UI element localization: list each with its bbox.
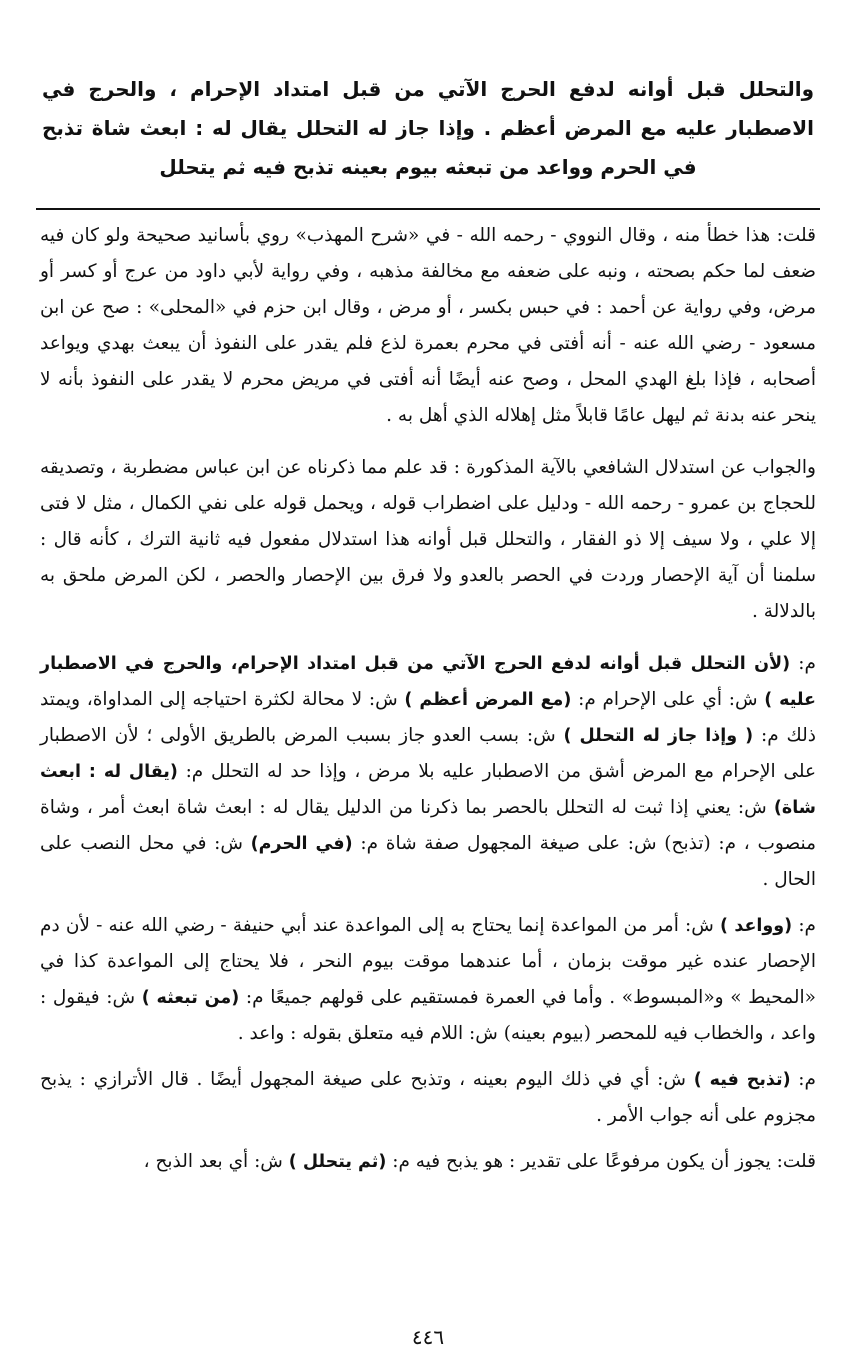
bold-quote: (لأن التحلل قبل أوانه لدفع الحرج الآتي من قبل امتداد الإحرام، والحرج في الاصطبار عليه ) — [40, 654, 816, 710]
bold-quote: (تذبح فيه ) — [693, 1070, 791, 1090]
bold-quote: (مع المرض أعظم ) — [404, 690, 572, 710]
commentary-paragraph-1: قلت: هذا خطأ منه ، وقال النووي - رحمه الله - في «شرح المهذب» روي بأسانيد صحيحة ولو كان فيه ضعف لما حكم بصحته ، ونبه على ضعفه مع مخالفة مذهبه ، وفي رواية لأبي داود من عرج أو كسر أو مرض، وفي رواية عن أحمد : في حبس بكسر ، أو مرض ، وقال ابن حزم في «المحلى» : صح عن ابن مسعود - رضي الله عنه - أنه أفتى في محرم بعمرة لذع فلم يقدر على النفوذ أن يبعث بهدي ويواعد أصحابه ، فإذا بلغ الهدي المحل ، وصح عنه أيضًا أنه أفتى في مريض محرم لا يقدر على النفوذ بأنه لا ينحر عنه بدنة ثم ليهل عامًا قابلاً مثل إهلاله الذي أهل به . — [40, 225, 816, 426]
text-run: ش: أي على الإحرام م: — [571, 689, 765, 710]
text-run: ش: لا محالة لكثرة احتياجه إلى المداواة، ويمتد ذلك م: — [40, 689, 816, 746]
commentary-paragraph-2: والجواب عن استدلال الشافعي بالآية المذكورة : قد علم مما ذكرناه عن ابن عباس مضطربة ، وتصديقه للحجاج بن عمرو - رحمه الله - ودليل على اضطراب قوله ، ويحمل قوله على نفي الكمال ، مثل لا فتى إلا علي ، ولا سيف إلا ذو الفقار ، والتحلل قبل أوانه هذا استدلال مفعول فيه ثانية الترك ، كأنه قال : سلمنا أن آية الإحصار وردت في الحصر بالعدو ولا فرق بين الإحصار والحصر ، لكن المرض ملحق به بالدلالة . — [40, 457, 816, 622]
separator-rule — [36, 208, 820, 210]
commentary-paragraph-5 — [36, 1062, 820, 1134]
bold-quote: (يقال له : ابعث شاة) — [40, 762, 816, 818]
bold-quote: (في الحرم) — [250, 834, 353, 854]
text-run: ش: أي في ذلك اليوم بعينه ، وتذبح على صيغة المجهول أيضًا . قال الأترازي : يذبح مجزوم على أنه جواب الأمر . — [40, 1069, 816, 1126]
main-text-matn: والتحلل قبل أوانه لدفع الحرج الآتي من قبل امتداد الإحرام ، والحرج في الاصطبار عليه مع المرض أعظم . وإذا جاز له التحلل يقال له : ابعث شاة تذبح في الحرم وواعد من تبعثه بيوم بعينه تذبح فيه ثم يتحلل — [42, 77, 814, 179]
text-run: ش: أي بعد الذبح ، — [143, 1151, 289, 1172]
page-number: ٤٤٦ — [411, 1325, 445, 1349]
bold-quote: (وواعد ) — [719, 916, 793, 936]
text-run: م: — [792, 915, 817, 936]
bold-quote: (من تبعثه ) — [141, 988, 240, 1008]
commentary-paragraph-3 — [36, 646, 820, 898]
text-run: ش: بسب العدو جاز بسبب المرض بالطريق الأولى ؛ لأن الاصطبار على الإحرام مع المرض أشق من الاصطبار عليه بلا مرض ، وإذا حد له التحلل م: — [40, 725, 816, 782]
commentary-paragraph-6 — [36, 1144, 820, 1180]
text-run: ش: يعني إذا ثبت له التحلل بالحصر بما ذكرنا من الدليل يقال له : ابعث شاة ابعث أمر ، وشاة منصوب ، م: (تذبح) ش: على صيغة المجهول صفة شاة م: — [40, 797, 816, 854]
text-run: ش: أمر من المواعدة إنما يحتاج به إلى المواعدة عند أبي حنيفة - رضي الله عنه - لأن دم الإحصار عنده غير موقت بزمان ، أما عندهما موقت بيوم النحر ، فلا يحتاج إلى المواعدة كذا في «المحيط » و«المبسوط» . وأما في العمرة فمستقيم على قولهم جميعًا م: — [40, 915, 817, 1008]
text-run: م: — [790, 653, 816, 674]
text-run: م: — [790, 1069, 816, 1090]
commentary-body — [36, 218, 820, 1180]
bold-quote: (ثم يتحلل ) — [288, 1152, 387, 1172]
text-run: ش: في محل النصب على الحال . — [40, 833, 816, 890]
bold-quote: ( وإذا جاز له التحلل ) — [563, 726, 754, 746]
commentary-paragraph-4 — [36, 908, 820, 1052]
text-run: ش: فيقول : واعد ، والخطاب فيه للمحصر (بيوم بعينه) ش: اللام فيه متعلق بقوله : واعد . — [40, 987, 816, 1044]
text-run: قلت: يجوز أن يكون مرفوعًا على تقدير : هو يذبح فيه م: — [386, 1151, 816, 1172]
